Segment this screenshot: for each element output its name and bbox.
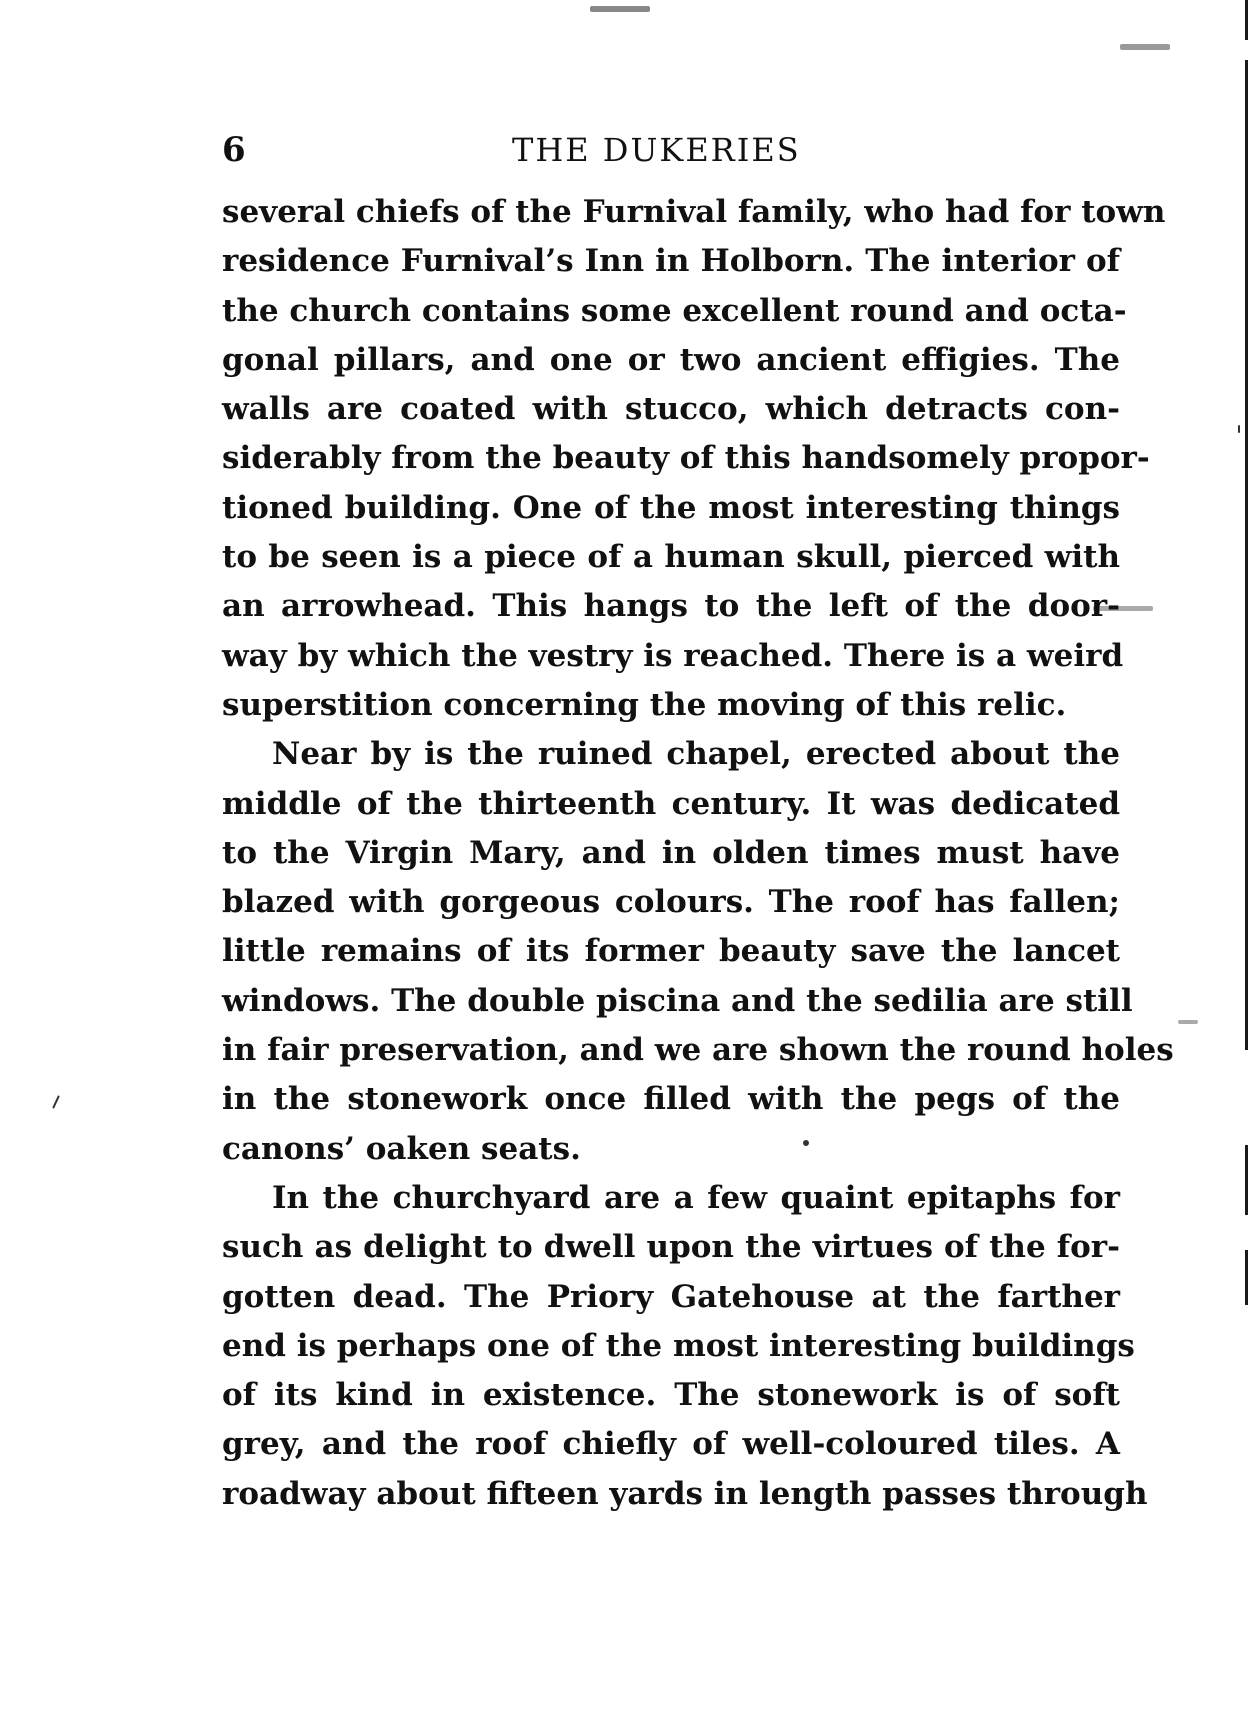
text-line: such as delight to dwell upon the virtues of the for- [222, 1229, 1120, 1266]
paragraph-3 [222, 1174, 1148, 1519]
text-line: canons’ oaken seats. [222, 1130, 581, 1167]
text-line: In the churchyard are a few quaint epitaphs for [272, 1179, 1120, 1216]
text-line: windows. The double piscina and the sedilia are still [222, 982, 1133, 1019]
text-line: superstition concerning the moving of this relic. [222, 686, 1067, 723]
page-header [222, 130, 1122, 170]
text-line: in fair preservation, and we are shown the round holes [222, 1032, 1174, 1069]
text-line: siderably from the beauty of this handsomely propor- [222, 440, 1150, 477]
scan-edge [1240, 0, 1250, 1718]
page-number: 6 [222, 130, 246, 170]
body-text [222, 188, 1174, 1519]
text-line: Near by is the ruined chapel, erected about the [272, 736, 1120, 773]
text-line: roadway about fifteen yards in length passes through [222, 1475, 1148, 1512]
text-line: little remains of its former beauty save the lancet [222, 933, 1120, 970]
paragraph-1 [222, 188, 1166, 730]
text-line: blazed with gorgeous colours. The roof has fallen; [222, 884, 1120, 921]
text-line: tioned building. One of the most interesting things [222, 489, 1120, 526]
text-line: of its kind in existence. The stonework is of soft [222, 1377, 1120, 1414]
text-line: several chiefs of the Furnival family, who had for town [222, 194, 1166, 230]
paragraph-2 [222, 730, 1174, 1174]
text-line: walls are coated with stucco, which detracts con- [222, 391, 1120, 428]
text-line: to be seen is a piece of a human skull, pierced with [222, 539, 1120, 576]
text-line: the church contains some excellent round and octa- [222, 292, 1127, 329]
running-head: THE DUKERIES [512, 131, 801, 169]
text-line: gonal pillars, and one or two ancient effigies. The [222, 341, 1120, 378]
text-line: grey, and the roof chiefly of well-coloured tiles. A [222, 1426, 1120, 1463]
text-line: to the Virgin Mary, and in olden times must have [222, 834, 1120, 871]
text-line: residence Furnival’s Inn in Holborn. The interior of [222, 243, 1120, 280]
text-line: in the stonework once filled with the pegs of the [222, 1081, 1120, 1118]
text-line: an arrowhead. This hangs to the left of the door- [222, 588, 1120, 625]
text-line: gotten dead. The Priory Gatehouse at the farther [222, 1278, 1120, 1315]
text-line: way by which the vestry is reached. There is a weird [222, 637, 1124, 674]
text-line: middle of the thirteenth century. It was dedicated [222, 785, 1120, 822]
text-line: end is perhaps one of the most interesting buildings [222, 1327, 1135, 1364]
